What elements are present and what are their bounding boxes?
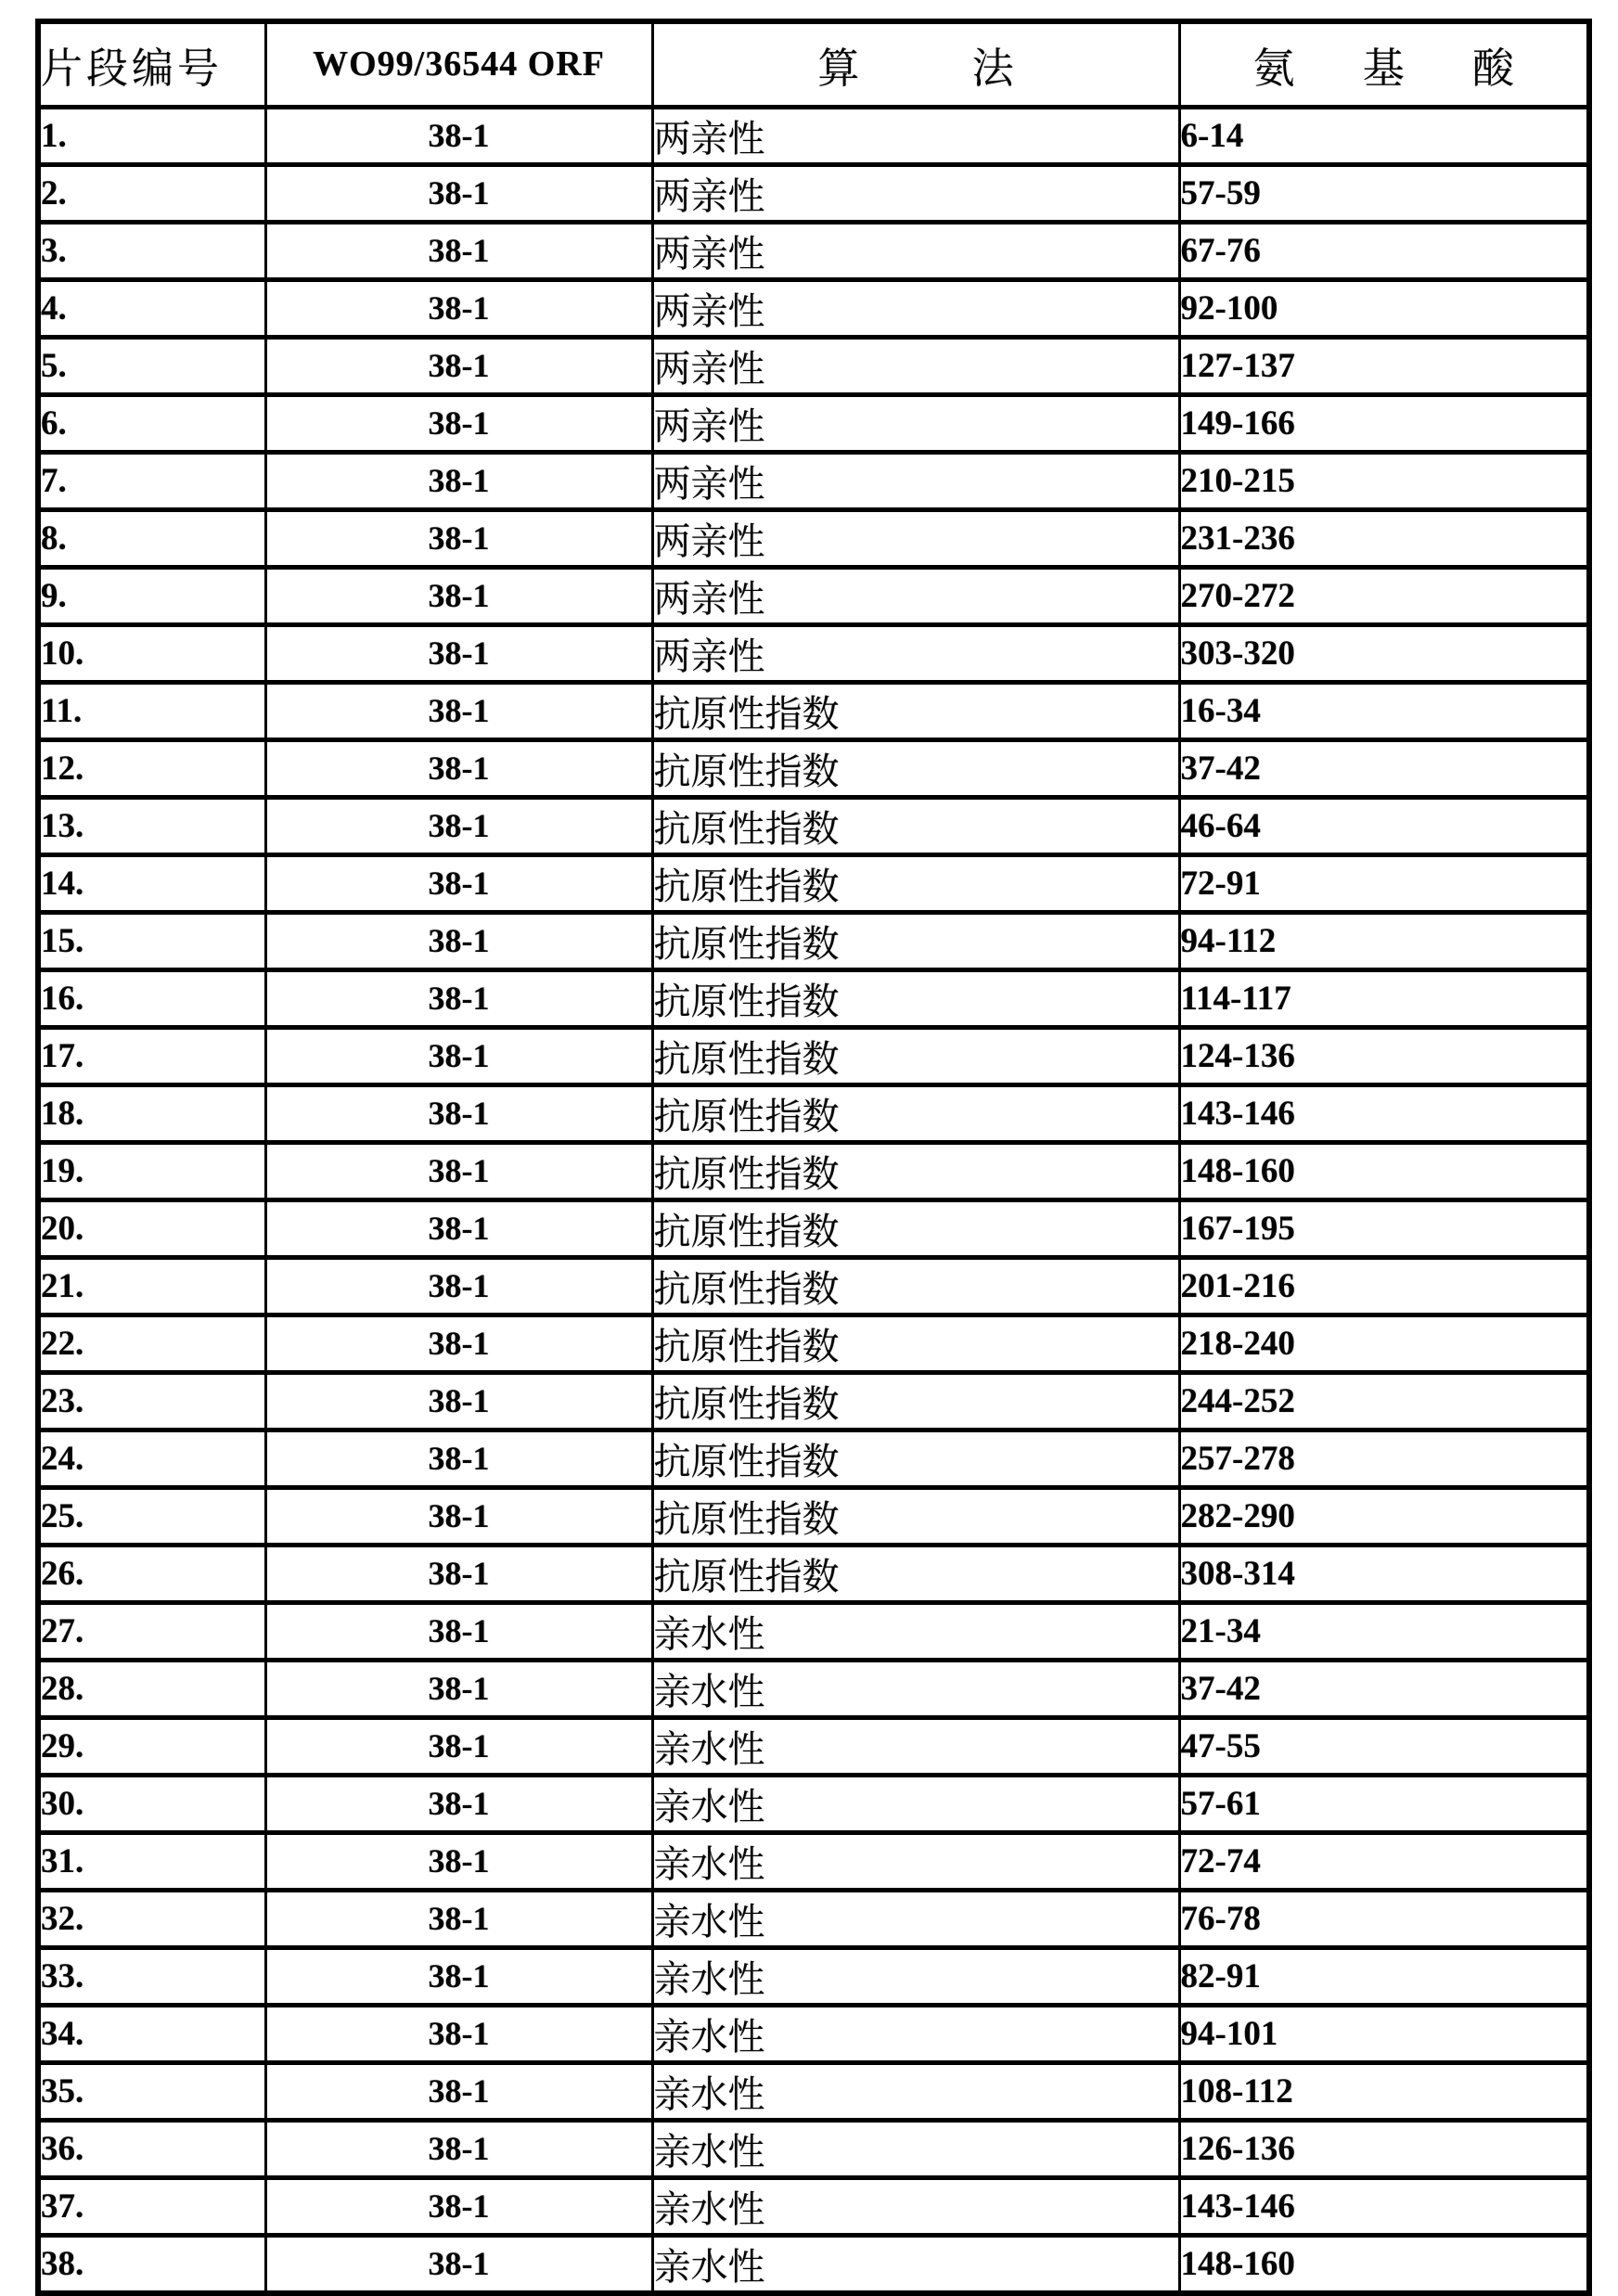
table-row <box>38 1487 1589 1545</box>
cell-fragment-number: 35. <box>38 2062 265 2120</box>
table-row <box>38 1717 1589 1775</box>
cell-orf: 38-1 <box>265 739 652 797</box>
cell-fragment-number: 22. <box>38 1315 265 1372</box>
cell-amino-acid: 37-42 <box>1179 739 1589 797</box>
cell-amino-acid: 6-14 <box>1179 107 1589 164</box>
table-row <box>38 2177 1589 2235</box>
cell-fragment-number: 4. <box>38 279 265 337</box>
cell-algorithm: 两亲性 <box>652 222 1179 279</box>
table-row <box>38 107 1589 164</box>
cell-amino-acid: 37-42 <box>1179 1660 1589 1717</box>
cell-amino-acid: 57-61 <box>1179 1775 1589 1832</box>
cell-orf: 38-1 <box>265 1084 652 1142</box>
cell-fragment-number: 3. <box>38 222 265 279</box>
header-amino-acid: 氨 基 酸 <box>1179 21 1589 107</box>
cell-amino-acid: 201-216 <box>1179 1257 1589 1315</box>
cell-fragment-number: 30. <box>38 1775 265 1832</box>
cell-algorithm: 两亲性 <box>652 567 1179 624</box>
table-row <box>38 1257 1589 1315</box>
cell-orf: 38-1 <box>265 1545 652 1602</box>
cell-algorithm: 亲水性 <box>652 1947 1179 2005</box>
cell-fragment-number: 9. <box>38 567 265 624</box>
cell-fragment-number: 32. <box>38 1890 265 1947</box>
cell-algorithm: 两亲性 <box>652 624 1179 682</box>
cell-algorithm: 两亲性 <box>652 337 1179 394</box>
cell-orf: 38-1 <box>265 1890 652 1947</box>
cell-orf: 38-1 <box>265 279 652 337</box>
table-row <box>38 1660 1589 1717</box>
cell-fragment-number: 10. <box>38 624 265 682</box>
cell-amino-acid: 218-240 <box>1179 1315 1589 1372</box>
cell-algorithm: 抗原性指数 <box>652 1257 1179 1315</box>
cell-fragment-number: 17. <box>38 1027 265 1084</box>
cell-fragment-number: 33. <box>38 1947 265 2005</box>
table-row <box>38 854 1589 912</box>
table-row <box>38 1832 1589 1890</box>
cell-algorithm: 抗原性指数 <box>652 739 1179 797</box>
cell-algorithm: 抗原性指数 <box>652 1084 1179 1142</box>
cell-orf: 38-1 <box>265 1430 652 1487</box>
cell-algorithm: 亲水性 <box>652 2235 1179 2293</box>
cell-amino-acid: 16-34 <box>1179 682 1589 739</box>
cell-amino-acid: 231-236 <box>1179 509 1589 567</box>
cell-orf: 38-1 <box>265 1315 652 1372</box>
cell-amino-acid: 257-278 <box>1179 1430 1589 1487</box>
cell-algorithm: 亲水性 <box>652 1602 1179 1660</box>
cell-fragment-number: 1. <box>38 107 265 164</box>
cell-amino-acid: 47-55 <box>1179 1717 1589 1775</box>
cell-algorithm: 抗原性指数 <box>652 854 1179 912</box>
cell-fragment-number: 20. <box>38 1199 265 1257</box>
table-row <box>38 1545 1589 1602</box>
cell-algorithm: 两亲性 <box>652 107 1179 164</box>
cell-algorithm: 抗原性指数 <box>652 969 1179 1027</box>
header-fragment-number: 片段编号 <box>38 21 265 107</box>
cell-amino-acid: 127-137 <box>1179 337 1589 394</box>
cell-orf: 38-1 <box>265 222 652 279</box>
cell-amino-acid: 94-101 <box>1179 2005 1589 2062</box>
cell-orf: 38-1 <box>265 2177 652 2235</box>
header-algorithm: 算 法 <box>652 21 1179 107</box>
cell-amino-acid: 308-314 <box>1179 1545 1589 1602</box>
cell-orf: 38-1 <box>265 1602 652 1660</box>
cell-orf: 38-1 <box>265 1199 652 1257</box>
cell-amino-acid: 143-146 <box>1179 2177 1589 2235</box>
cell-fragment-number: 19. <box>38 1142 265 1199</box>
table-row <box>38 1027 1589 1084</box>
table-row <box>38 912 1589 969</box>
cell-amino-acid: 108-112 <box>1179 2062 1589 2120</box>
cell-amino-acid: 46-64 <box>1179 797 1589 854</box>
cell-algorithm: 抗原性指数 <box>652 1430 1179 1487</box>
table-row <box>38 1890 1589 1947</box>
cell-orf: 38-1 <box>265 509 652 567</box>
cell-amino-acid: 148-160 <box>1179 1142 1589 1199</box>
table-row <box>38 1199 1589 1257</box>
cell-orf: 38-1 <box>265 2120 652 2177</box>
cell-algorithm: 抗原性指数 <box>652 1142 1179 1199</box>
cell-fragment-number: 21. <box>38 1257 265 1315</box>
cell-fragment-number: 2. <box>38 164 265 222</box>
cell-algorithm: 抗原性指数 <box>652 912 1179 969</box>
cell-fragment-number: 11. <box>38 682 265 739</box>
cell-algorithm: 抗原性指数 <box>652 1545 1179 1602</box>
table-row <box>38 1084 1589 1142</box>
cell-amino-acid: 270-272 <box>1179 567 1589 624</box>
table-row <box>38 1602 1589 1660</box>
cell-orf: 38-1 <box>265 452 652 509</box>
cell-amino-acid: 303-320 <box>1179 624 1589 682</box>
cell-algorithm: 亲水性 <box>652 2062 1179 2120</box>
table-row <box>38 1775 1589 1832</box>
cell-amino-acid: 67-76 <box>1179 222 1589 279</box>
cell-algorithm: 亲水性 <box>652 1890 1179 1947</box>
cell-fragment-number: 27. <box>38 1602 265 1660</box>
cell-orf: 38-1 <box>265 624 652 682</box>
table-row <box>38 1430 1589 1487</box>
table-row <box>38 1142 1589 1199</box>
cell-orf: 38-1 <box>265 1717 652 1775</box>
cell-algorithm: 两亲性 <box>652 164 1179 222</box>
cell-algorithm: 亲水性 <box>652 1832 1179 1890</box>
cell-orf: 38-1 <box>265 1372 652 1430</box>
table-row <box>38 164 1589 222</box>
cell-amino-acid: 57-59 <box>1179 164 1589 222</box>
cell-orf: 38-1 <box>265 682 652 739</box>
cell-amino-acid: 72-74 <box>1179 1832 1589 1890</box>
cell-fragment-number: 5. <box>38 337 265 394</box>
table-row <box>38 682 1589 739</box>
table-row <box>38 394 1589 452</box>
cell-fragment-number: 29. <box>38 1717 265 1775</box>
cell-orf: 38-1 <box>265 2062 652 2120</box>
cell-algorithm: 亲水性 <box>652 1660 1179 1717</box>
cell-algorithm: 亲水性 <box>652 2120 1179 2177</box>
cell-orf: 38-1 <box>265 1487 652 1545</box>
table-row <box>38 2120 1589 2177</box>
cell-algorithm: 抗原性指数 <box>652 797 1179 854</box>
cell-amino-acid: 244-252 <box>1179 1372 1589 1430</box>
cell-algorithm: 亲水性 <box>652 1717 1179 1775</box>
cell-orf: 38-1 <box>265 164 652 222</box>
cell-fragment-number: 36. <box>38 2120 265 2177</box>
table-row <box>38 2005 1589 2062</box>
cell-fragment-number: 6. <box>38 394 265 452</box>
cell-amino-acid: 282-290 <box>1179 1487 1589 1545</box>
cell-orf: 38-1 <box>265 797 652 854</box>
cell-amino-acid: 92-100 <box>1179 279 1589 337</box>
cell-orf: 38-1 <box>265 2005 652 2062</box>
cell-amino-acid: 143-146 <box>1179 1084 1589 1142</box>
cell-amino-acid: 21-34 <box>1179 1602 1589 1660</box>
cell-orf: 38-1 <box>265 567 652 624</box>
cell-amino-acid: 148-160 <box>1179 2235 1589 2293</box>
cell-orf: 38-1 <box>265 912 652 969</box>
cell-orf: 38-1 <box>265 1832 652 1890</box>
cell-algorithm: 抗原性指数 <box>652 1027 1179 1084</box>
cell-orf: 38-1 <box>265 107 652 164</box>
cell-fragment-number: 14. <box>38 854 265 912</box>
table-row <box>38 2062 1589 2120</box>
cell-fragment-number: 18. <box>38 1084 265 1142</box>
cell-orf: 38-1 <box>265 854 652 912</box>
cell-fragment-number: 12. <box>38 739 265 797</box>
cell-amino-acid: 76-78 <box>1179 1890 1589 1947</box>
table-row <box>38 969 1589 1027</box>
cell-orf: 38-1 <box>265 1947 652 2005</box>
cell-fragment-number: 13. <box>38 797 265 854</box>
table-row <box>38 624 1589 682</box>
table-row <box>38 567 1589 624</box>
cell-fragment-number: 26. <box>38 1545 265 1602</box>
table-row <box>38 739 1589 797</box>
cell-orf: 38-1 <box>265 1257 652 1315</box>
cell-algorithm: 亲水性 <box>652 1775 1179 1832</box>
cell-amino-acid: 167-195 <box>1179 1199 1589 1257</box>
table-row <box>38 1947 1589 2005</box>
cell-algorithm: 抗原性指数 <box>652 1315 1179 1372</box>
cell-amino-acid: 149-166 <box>1179 394 1589 452</box>
cell-orf: 38-1 <box>265 969 652 1027</box>
cell-fragment-number: 16. <box>38 969 265 1027</box>
cell-algorithm: 两亲性 <box>652 394 1179 452</box>
cell-fragment-number: 31. <box>38 1832 265 1890</box>
cell-fragment-number: 28. <box>38 1660 265 1717</box>
cell-orf: 38-1 <box>265 394 652 452</box>
cell-algorithm: 两亲性 <box>652 509 1179 567</box>
cell-amino-acid: 114-117 <box>1179 969 1589 1027</box>
cell-amino-acid: 82-91 <box>1179 1947 1589 2005</box>
cell-fragment-number: 7. <box>38 452 265 509</box>
header-row <box>38 21 1589 107</box>
cell-amino-acid: 94-112 <box>1179 912 1589 969</box>
table-row <box>38 1315 1589 1372</box>
cell-amino-acid: 124-136 <box>1179 1027 1589 1084</box>
cell-algorithm: 抗原性指数 <box>652 1487 1179 1545</box>
table-row <box>38 509 1589 567</box>
cell-algorithm: 两亲性 <box>652 452 1179 509</box>
cell-algorithm: 抗原性指数 <box>652 682 1179 739</box>
cell-orf: 38-1 <box>265 1027 652 1084</box>
header-orf: WO99/36544 ORF <box>265 21 652 107</box>
table-row <box>38 797 1589 854</box>
cell-fragment-number: 24. <box>38 1430 265 1487</box>
cell-amino-acid: 126-136 <box>1179 2120 1589 2177</box>
cell-fragment-number: 37. <box>38 2177 265 2235</box>
cell-fragment-number: 34. <box>38 2005 265 2062</box>
fragment-epitope-table <box>35 19 1592 2296</box>
table-row <box>38 452 1589 509</box>
cell-fragment-number: 8. <box>38 509 265 567</box>
cell-orf: 38-1 <box>265 2235 652 2293</box>
table-row <box>38 2235 1589 2293</box>
cell-orf: 38-1 <box>265 1660 652 1717</box>
cell-fragment-number: 25. <box>38 1487 265 1545</box>
cell-amino-acid: 72-91 <box>1179 854 1589 912</box>
cell-algorithm: 亲水性 <box>652 2177 1179 2235</box>
cell-orf: 38-1 <box>265 1775 652 1832</box>
table-row <box>38 222 1589 279</box>
cell-algorithm: 抗原性指数 <box>652 1372 1179 1430</box>
cell-algorithm: 亲水性 <box>652 2005 1179 2062</box>
table-row <box>38 1372 1589 1430</box>
cell-algorithm: 抗原性指数 <box>652 1199 1179 1257</box>
cell-algorithm: 两亲性 <box>652 279 1179 337</box>
cell-orf: 38-1 <box>265 337 652 394</box>
cell-fragment-number: 23. <box>38 1372 265 1430</box>
table-row <box>38 279 1589 337</box>
cell-amino-acid: 210-215 <box>1179 452 1589 509</box>
table-row <box>38 337 1589 394</box>
cell-fragment-number: 38. <box>38 2235 265 2293</box>
cell-orf: 38-1 <box>265 1142 652 1199</box>
cell-fragment-number: 15. <box>38 912 265 969</box>
